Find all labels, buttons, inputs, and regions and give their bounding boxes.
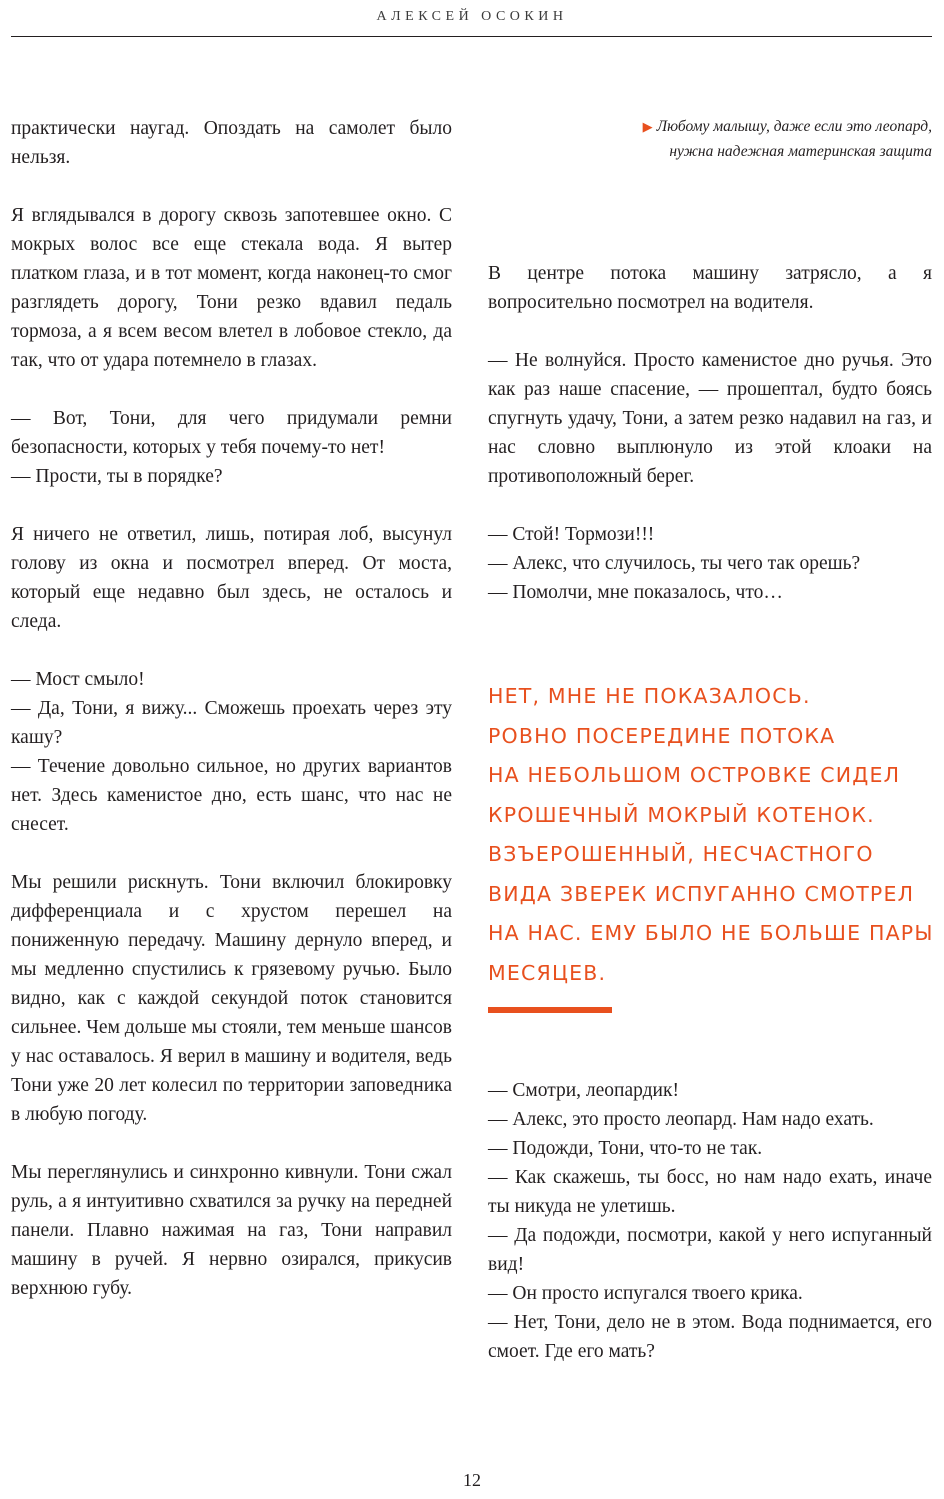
left-column	[11, 114, 452, 1332]
pull-quote-line: МЕСЯЦЕВ.	[488, 960, 607, 985]
dialogue-line: — Он просто испугался твоего крика.	[488, 1283, 803, 1304]
paragraph: В центре потока машину затрясло, а я вопросительно посмотрел на водителя.	[488, 263, 932, 313]
paragraph: Я ничего не ответил, лишь, потирая лоб, высунул голову из окна и посмотрел вперед. От моста, который еще недавно был здесь, не осталось и следа.	[11, 524, 452, 632]
pull-quote-line: НА НЕБОЛЬШОМ ОСТРОВКЕ СИДЕЛ	[488, 763, 901, 787]
pull-quote-line: НА НАС. ЕМУ БЫЛО НЕ БОЛЬШЕ ПАРЫ	[488, 921, 934, 945]
dialogue-line: — Подожди, Тони, что-то не так.	[488, 1138, 763, 1159]
dialogue-line: — Течение довольно сильное, но других вариантов нет. Здесь каменистое дно, есть шанс, что нас не снесет.	[11, 756, 452, 835]
pull-quote-line: ВЗЪЕРОШЕННЫЙ, НЕСЧАСТНОГО	[488, 842, 874, 866]
pull-quote-line: НЕТ, МНЕ НЕ ПОКАЗАЛОСЬ.	[488, 684, 811, 708]
dialogue-line: — Нет, Тони, дело не в этом. Вода поднимается, его смоет. Где его мать?	[488, 1312, 932, 1362]
dialogue-line: — Алекс, что случилось, ты чего так орешь?	[488, 553, 861, 574]
author-name: АЛЕКСЕЙ ОСОКИН	[376, 9, 568, 24]
paragraph: Я вглядывался в дорогу сквозь запотевшее окно. С мокрых волос все еще стекала вода. Я вытер платком глаза, и в тот момент, когда наконец-то смог разглядеть дорогу, Тони резко вдавил педаль тормоза, а я всем весом влетел в лобовое стекло, да так, что от удара потемнело в глазах.	[11, 205, 452, 371]
paragraph: Мы переглянулись и синхронно кивнули. Тони сжал руль, а я интуитивно схватился за ручку на передней панели. Плавно нажимая на газ, Тони направил машину в ручей. Я нервно озирался, прикусив верхнюю губу.	[11, 1162, 452, 1299]
running-header	[0, 0, 944, 38]
dialogue-line: — Алекс, это просто леопард. Нам надо ехать.	[488, 1109, 874, 1130]
photo-caption	[640, 114, 932, 164]
dialogue-line: — Мост смыло!	[11, 669, 145, 690]
header-rule	[11, 36, 932, 37]
caption-arrow-icon: ▶	[642, 119, 653, 134]
dialogue-line: — Стой! Тормози!!!	[488, 524, 655, 545]
dialogue-line: — Прости, ты в порядке?	[11, 466, 223, 487]
right-column-bottom	[488, 1076, 932, 1366]
paragraph: практически наугад. Опоздать на самолет было нельзя.	[11, 118, 452, 168]
pull-quote-line: ВИДА ЗВЕРЕК ИСПУГАННО СМОТРЕЛ	[488, 881, 915, 906]
right-column-top	[488, 259, 932, 607]
pull-quote-rule	[488, 1007, 612, 1013]
paragraph: — Не волнуйся. Просто каменистое дно ручья. Это как раз наше спасение, — прошептал, будто боясь спугнуть удачу, Тони, а затем резко надавил на газ, и нас словно выплюнуло из этой клоаки на противоположный берег.	[488, 350, 932, 487]
dialogue-line: — Да подожди, посмотри, какой у него испуганный вид!	[488, 1225, 932, 1275]
dialogue-line: — Да, Тони, я вижу... Сможешь проехать через эту кашу?	[11, 698, 452, 748]
page-number: 12	[463, 1470, 481, 1490]
dialogue-line: — Смотри, леопардик!	[488, 1080, 679, 1101]
caption-text: Любому малышу, даже если это леопард, нужна надежная материнская защита	[656, 118, 932, 160]
pull-quote-line: РОВНО ПОСЕРЕДИНЕ ПОТОКА	[488, 723, 836, 748]
dialogue-line: — Помолчи, мне показалось, что…	[488, 582, 783, 603]
paragraph: Мы решили рискнуть. Тони включил блокировку дифференциала и с хрустом перешел на пониженную передачу. Машину дернуло вперед, и мы медленно спустились к грязевому ручью. Было видно, как с каждой секундой поток становится сильнее. Чем дольше мы стояли, тем меньше шансов у нас оставалось. Я верил в машину и водителя, ведь Тони уже 20 лет колесил по территории заповедника в любую погоду.	[11, 872, 452, 1125]
pull-quote	[488, 677, 938, 993]
dialogue-line: — Как скажешь, ты босс, но нам надо ехать, иначе ты никуда не улетишь.	[488, 1167, 932, 1217]
pull-quote-line: КРОШЕЧНЫЙ МОКРЫЙ КОТЕНОК.	[488, 802, 875, 827]
dialogue-line: — Вот, Тони, для чего придумали ремни безопасности, которых у тебя почему-то нет!	[11, 408, 452, 458]
